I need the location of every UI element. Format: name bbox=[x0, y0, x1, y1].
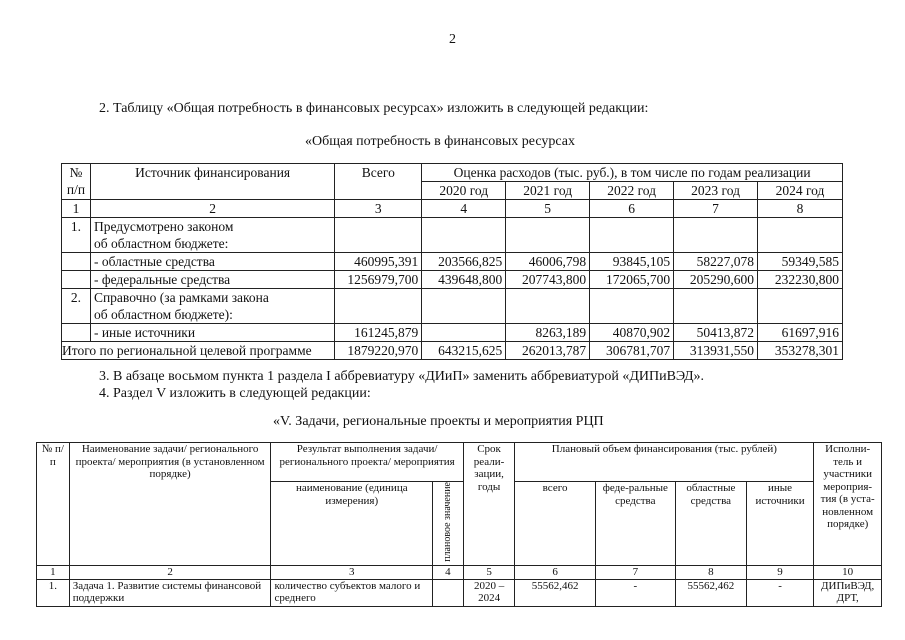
header-result-name: наименование (единица измерения) bbox=[271, 482, 433, 566]
section-title: об областном бюджете: bbox=[90, 235, 334, 253]
row-total: 1256979,700 bbox=[335, 271, 422, 289]
row-value: 313931,550 bbox=[674, 342, 758, 360]
header-federal: феде-ральные средства bbox=[595, 482, 675, 566]
header-other: иные источники bbox=[746, 482, 814, 566]
col-number: 5 bbox=[463, 566, 515, 580]
header-total: всего bbox=[515, 482, 595, 566]
row-other: - bbox=[746, 579, 814, 606]
row-total: 161245,879 bbox=[335, 324, 422, 342]
row-result: количество субъектов малого и среднего bbox=[271, 579, 433, 606]
row-regional: 55562,462 bbox=[675, 579, 746, 606]
header-executor: Исполни-тель и участники мероприя-тия (в уста-новленном порядке) bbox=[814, 443, 882, 566]
col-number: 10 bbox=[814, 566, 882, 580]
row-value: 50413,872 bbox=[674, 324, 758, 342]
financial-needs-table bbox=[61, 163, 843, 360]
row-value: 172065,700 bbox=[590, 271, 674, 289]
row-value: 205290,600 bbox=[674, 271, 758, 289]
header-year: 2022 год bbox=[590, 182, 674, 200]
row-value: 643215,625 bbox=[422, 342, 506, 360]
col-number: 9 bbox=[746, 566, 814, 580]
row-term: 2020 – 2024 bbox=[463, 579, 515, 606]
row-value: 58227,078 bbox=[674, 253, 758, 271]
row-value: 203566,825 bbox=[422, 253, 506, 271]
header-regional: областные средства bbox=[675, 482, 746, 566]
row-total: 55562,462 bbox=[515, 579, 595, 606]
header-year: 2024 год bbox=[758, 182, 843, 200]
row-value bbox=[422, 324, 506, 342]
table1-title: «Общая потребность в финансовых ресурсах bbox=[305, 134, 575, 149]
header-result-value: плановое значение bbox=[441, 482, 453, 562]
col-number: 6 bbox=[515, 566, 595, 580]
section-num: 1. bbox=[62, 218, 91, 253]
table-row bbox=[62, 324, 843, 342]
col-number: 1 bbox=[62, 200, 91, 218]
paragraph-4: 4. Раздел V изложить в следующей редакции: bbox=[99, 386, 371, 401]
section-title: «V. Задачи, региональные проекты и мероприятия РЦП bbox=[273, 414, 604, 429]
col-number: 4 bbox=[422, 200, 506, 218]
header-num: № п/п bbox=[37, 443, 70, 566]
row-name: Задача 1. Развитие системы финансовой поддержки bbox=[69, 579, 271, 606]
row-label: - областные средства bbox=[90, 253, 334, 271]
col-number: 6 bbox=[590, 200, 674, 218]
row-total: 460995,391 bbox=[335, 253, 422, 271]
header-result: Результат выполнения задачи/ регионального проекта/ мероприятия bbox=[271, 443, 463, 482]
header-source: Источник финансирования bbox=[90, 164, 334, 200]
header-year: 2021 год bbox=[506, 182, 590, 200]
row-label: - федеральные средства bbox=[90, 271, 334, 289]
col-number: 8 bbox=[758, 200, 843, 218]
row-value: 93845,105 bbox=[590, 253, 674, 271]
total-label: Итого по региональной целевой программе bbox=[62, 342, 335, 360]
page-number: 2 bbox=[449, 32, 456, 47]
row-value: 232230,800 bbox=[758, 271, 843, 289]
section-title: об областном бюджете): bbox=[90, 306, 334, 324]
header-name: Наименование задачи/ регионального проекта/ мероприятия (в установленном порядке) bbox=[69, 443, 271, 566]
col-number: 2 bbox=[90, 200, 334, 218]
row-value: 439648,800 bbox=[422, 271, 506, 289]
tasks-table bbox=[36, 442, 882, 607]
header-total: Всего bbox=[335, 164, 422, 200]
table-row bbox=[37, 579, 882, 606]
col-number: 1 bbox=[37, 566, 70, 580]
row-value: 353278,301 bbox=[758, 342, 843, 360]
header-plan: Плановый объем финансирования (тыс. рублей) bbox=[515, 443, 814, 482]
col-number: 3 bbox=[271, 566, 433, 580]
col-number: 2 bbox=[69, 566, 271, 580]
header-num: № п/п bbox=[62, 164, 91, 200]
header-year: 2020 год bbox=[422, 182, 506, 200]
row-value: 306781,707 bbox=[590, 342, 674, 360]
row-value bbox=[433, 579, 464, 606]
row-value: 40870,902 bbox=[590, 324, 674, 342]
row-value: 262013,787 bbox=[506, 342, 590, 360]
header-estimate: Оценка расходов (тыс. руб.), в том числе по годам реализации bbox=[422, 164, 843, 182]
row-total: 1879220,970 bbox=[335, 342, 422, 360]
row-value: 46006,798 bbox=[506, 253, 590, 271]
row-num: 1. bbox=[37, 579, 70, 606]
col-number: 5 bbox=[506, 200, 590, 218]
row-label: - иные источники bbox=[90, 324, 334, 342]
col-number: 7 bbox=[595, 566, 675, 580]
row-federal: - bbox=[595, 579, 675, 606]
row-value: 8263,189 bbox=[506, 324, 590, 342]
row-value: 61697,916 bbox=[758, 324, 843, 342]
section-title: Предусмотрено законом bbox=[90, 218, 334, 236]
total-row bbox=[62, 342, 843, 360]
table-row bbox=[62, 253, 843, 271]
paragraph-2: 2. Таблицу «Общая потребность в финансовых ресурсах» изложить в следующей редакции: bbox=[99, 101, 649, 116]
paragraph-3: 3. В абзаце восьмом пункта 1 раздела I аббревиатуру «ДИиП» заменить аббревиатурой «ДИПиВЭД». bbox=[99, 369, 705, 384]
col-number: 3 bbox=[335, 200, 422, 218]
row-value: 59349,585 bbox=[758, 253, 843, 271]
col-number: 8 bbox=[675, 566, 746, 580]
section-num: 2. bbox=[62, 289, 91, 324]
header-year: 2023 год bbox=[674, 182, 758, 200]
col-number: 4 bbox=[433, 566, 464, 580]
table-row bbox=[62, 271, 843, 289]
section-title: Справочно (за рамками закона bbox=[90, 289, 334, 307]
row-value: 207743,800 bbox=[506, 271, 590, 289]
col-number: 7 bbox=[674, 200, 758, 218]
row-executor: ДИПиВЭД, ДРТ, bbox=[814, 579, 882, 606]
header-term: Срок реали-зации, годы bbox=[463, 443, 515, 566]
